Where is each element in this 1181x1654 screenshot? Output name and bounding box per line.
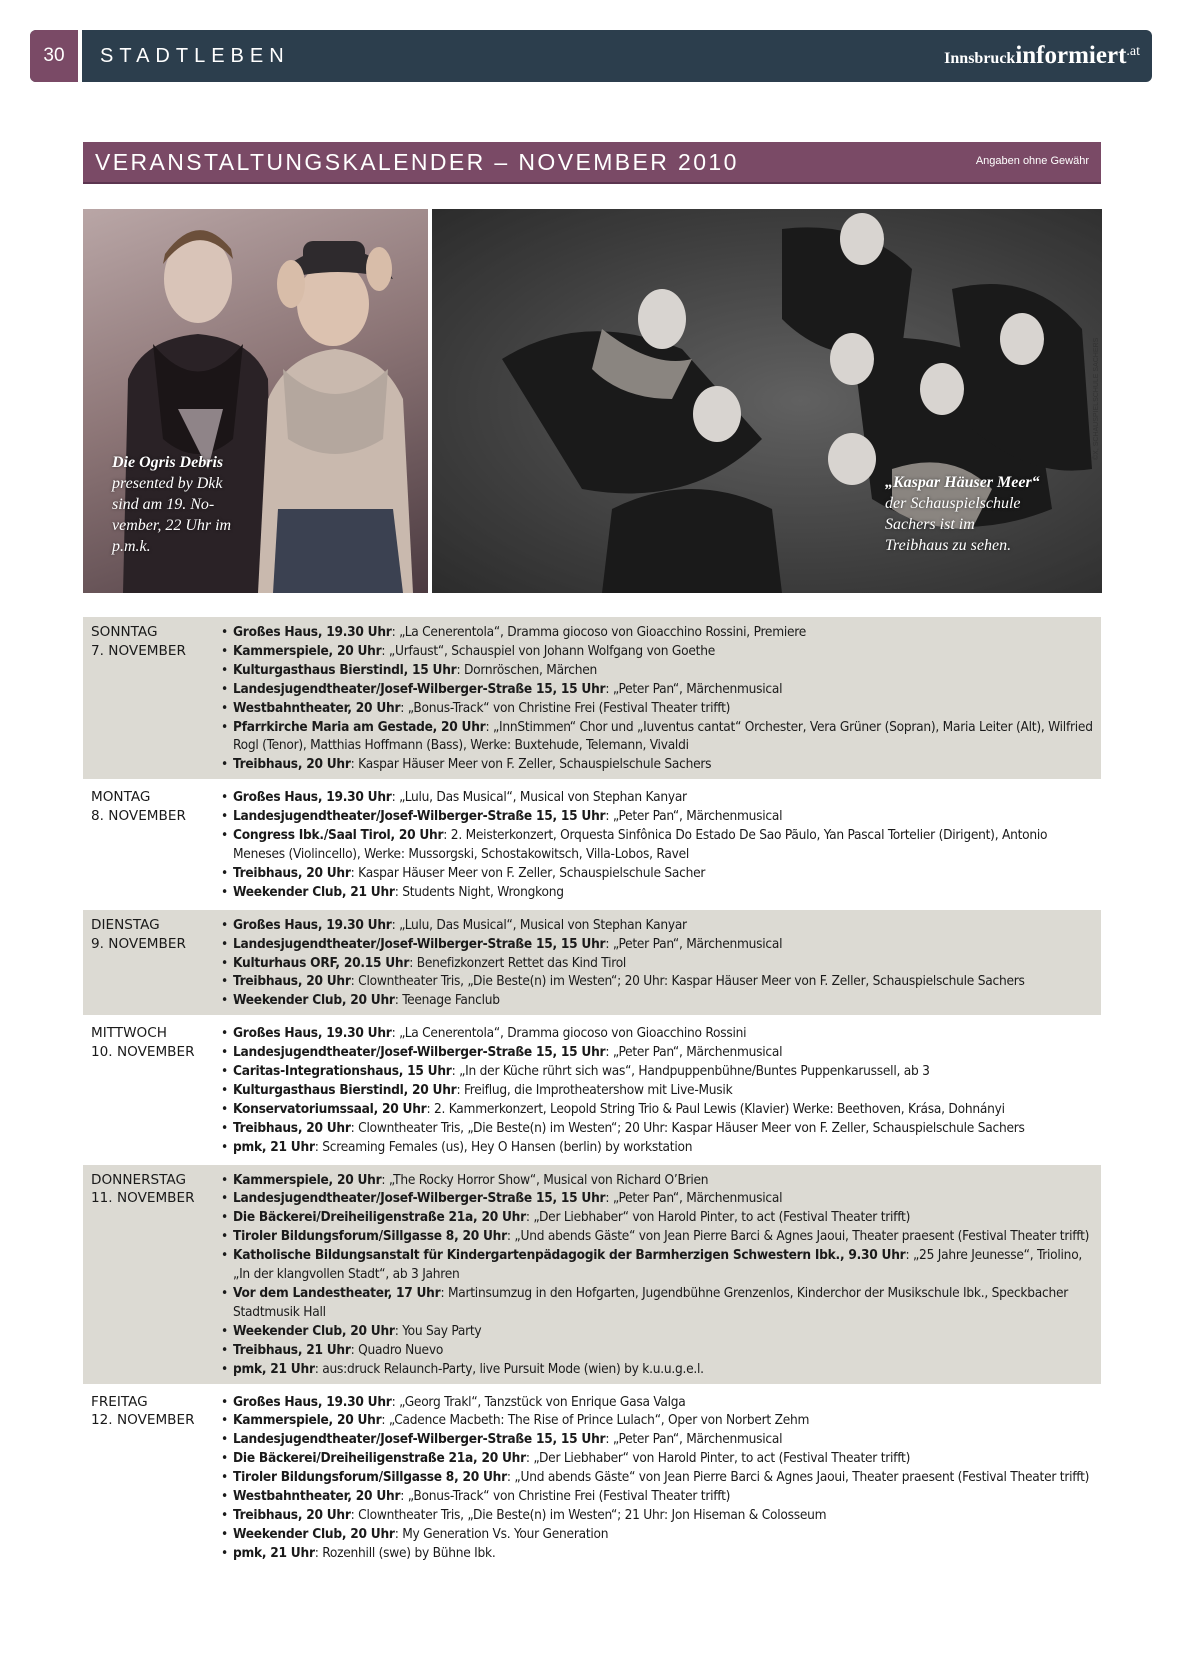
caption-right-line-3: Sachers ist im	[885, 516, 975, 533]
day-label	[83, 916, 219, 1011]
photo-caption-left	[112, 452, 231, 557]
event-description: : „La Cenerentola“, Dramma giocoso von Gioacchino Rossini	[391, 1025, 747, 1042]
event-venue: Die Bäckerei/Dreiheiligenstraße 21a, 20 Uhr	[233, 1450, 526, 1467]
caption-left-line-1: Die Ogris Debris	[112, 454, 224, 471]
brand-part-tld: .at	[1126, 44, 1140, 59]
event-venue: Kammerspiele, 20 Uhr	[233, 1171, 382, 1188]
section-title: STADTLEBEN	[100, 45, 290, 67]
event-venue: Großes Haus, 19.30 Uhr	[233, 624, 392, 640]
event-item	[219, 1506, 1101, 1525]
event-venue: Caritas-Integrationshaus, 15 Uhr	[233, 1063, 452, 1080]
event-venue: Die Bäckerei/Dreiheiligenstraße 21a, 20 Uhr	[233, 1209, 526, 1226]
event-list	[219, 1171, 1101, 1379]
event-item	[219, 1189, 1101, 1208]
day-row-freitag	[83, 1387, 1101, 1571]
brand-logo	[944, 30, 1140, 82]
event-description: : „Cadence Macbeth: The Rise of Prince Lulach“, Oper von Norbert Zehm	[381, 1412, 810, 1429]
event-venue: Pfarrkirche Maria am Gestade, 20 Uhr	[233, 718, 486, 735]
day-row-dienstag	[83, 910, 1101, 1019]
event-item	[219, 755, 1101, 774]
calendar-title-bar	[83, 142, 1101, 184]
event-item	[219, 1360, 1101, 1379]
event-description: : Rozenhill (swe) by Bühne Ibk.	[314, 1544, 496, 1561]
event-venue: Congress Ibk./Saal Tirol, 20 Uhr	[233, 827, 444, 844]
event-venue: Treibhaus, 20 Uhr	[233, 756, 351, 773]
weekday: MITTWOCH	[91, 1025, 167, 1042]
event-item	[219, 883, 1101, 902]
event-description: : „Bonus-Track“ von Christine Frei (Festival Theater trifft)	[400, 699, 731, 716]
weekday: SONNTAG	[91, 624, 158, 640]
event-item	[219, 1284, 1101, 1322]
event-item	[219, 788, 1101, 807]
event-item	[219, 1246, 1101, 1284]
page-number: 30	[30, 30, 78, 82]
brand-part-city: Innsbruck	[944, 50, 1016, 67]
event-venue: Weekender Club, 20 Uhr	[233, 992, 395, 1009]
date: 7. NOVEMBER	[91, 642, 186, 659]
event-venue: Weekender Club, 20 Uhr	[233, 1525, 395, 1542]
event-description: : „In der Küche rührt sich was“, Handpuppenbühne/Buntes Puppenkarussell, ab 3	[451, 1063, 930, 1080]
event-description: : „25 Jahre Jeunesse“, Triolino, „In der klangvollen Stadt“, ab 3 Jahren	[233, 1247, 1083, 1283]
event-venue: Kulturhaus ORF, 20.15 Uhr	[233, 954, 410, 971]
event-item	[219, 1468, 1101, 1487]
event-venue: Großes Haus, 19.30 Uhr	[233, 789, 392, 806]
event-description: : 2. Kammerkonzert, Leopold String Trio & Paul Lewis (Klavier) Werke: Beethoven, Krása, Dohnányi	[426, 1100, 1005, 1117]
caption-left-line-2: presented by Dkk	[112, 475, 223, 492]
event-item	[219, 1341, 1101, 1360]
disclaimer-note: Angaben ohne Gewähr	[975, 155, 1089, 167]
event-description: : Freiflug, die Improtheatershow mit Live-Musik	[456, 1081, 733, 1098]
event-description: : Teenage Fanclub	[394, 992, 500, 1009]
event-venue: Weekender Club, 21 Uhr	[233, 883, 395, 900]
event-description: : Kaspar Häuser Meer von F. Zeller, Schauspielschule Sachers	[350, 756, 712, 773]
event-venue: Landesjugendtheater/Josef-Wilberger-Straße 15, 15 Uhr	[233, 808, 606, 825]
event-item	[219, 661, 1101, 680]
event-venue: Tiroler Bildungsforum/Sillgasse 8, 20 Uhr	[233, 1469, 507, 1486]
event-venue: pmk, 21 Uhr	[233, 1138, 315, 1155]
event-item	[219, 1024, 1101, 1043]
event-venue: Westbahntheater, 20 Uhr	[233, 1488, 401, 1505]
event-venue: Landesjugendtheater/Josef-Wilberger-Straße 15, 15 Uhr	[233, 1044, 606, 1061]
photo-caption-right	[885, 472, 1040, 556]
date: 8. NOVEMBER	[91, 808, 186, 825]
photo-ogris-debris	[83, 209, 428, 593]
event-list	[219, 623, 1101, 774]
event-description: : „InnStimmen“ Chor und „Iuventus cantat“ Orchester, Vera Grüner (Sopran), Maria Leiter (Alt), Wilfried Rogl (Tenor), Matthias Hoffmann (Bass), Werke: Buxtehude, Telemann, Vivaldi	[233, 718, 1093, 754]
event-list	[219, 788, 1101, 901]
event-venue: Treibhaus, 20 Uhr	[233, 973, 351, 990]
event-description: : Clowntheater Tris, „Die Beste(n) im Westen“; 20 Uhr: Kaspar Häuser Meer von F. Zeller, Schauspielschule Sachers	[350, 1119, 1025, 1136]
event-venue: Vor dem Landestheater, 17 Uhr	[233, 1285, 441, 1301]
event-item	[219, 972, 1101, 991]
event-item	[219, 1411, 1101, 1430]
event-description: : „La Cenerentola“, Dramma giocoso von Gioacchino Rossini, Premiere	[391, 624, 807, 640]
event-item	[219, 1227, 1101, 1246]
event-description: : Clowntheater Tris, „Die Beste(n) im Westen“; 21 Uhr: Jon Hiseman & Colosseum	[350, 1506, 827, 1523]
page-header	[30, 30, 1152, 82]
event-venue: pmk, 21 Uhr	[233, 1360, 315, 1377]
event-description: : Students Night, Wrongkong	[394, 883, 564, 900]
event-item	[219, 954, 1101, 973]
event-item	[219, 935, 1101, 954]
photo-credit: ©X, SCHAUSPIELSCHULE SACHERS	[1093, 337, 1100, 460]
day-row-mittwoch	[83, 1018, 1101, 1164]
weekday: FREITAG	[91, 1393, 148, 1410]
event-description: : Screaming Females (us), Hey O Hansen (berlin) by workstation	[314, 1138, 693, 1155]
event-description: : Dornröschen, Märchen	[456, 661, 598, 678]
event-list	[219, 1024, 1101, 1156]
caption-right-line-1: „Kaspar Häuser Meer“	[885, 474, 1040, 491]
caption-left-line-4: vember, 22 Uhr im	[112, 517, 232, 534]
header-divider	[78, 30, 82, 82]
event-venue: Kammerspiele, 20 Uhr	[233, 1412, 382, 1429]
event-description: : „Und abends Gäste“ von Jean Pierre Barci & Agnes Jaoui, Theater praesent (Festival Theater trifft)	[506, 1469, 1090, 1486]
event-description: : Clowntheater Tris, „Die Beste(n) im Westen“; 20 Uhr: Kaspar Häuser Meer von F. Zeller, Schauspielschule Sachers	[350, 973, 1025, 990]
event-item	[219, 1449, 1101, 1468]
event-description: : „Der Liebhaber“ von Harold Pinter, to act (Festival Theater trifft)	[525, 1209, 911, 1226]
event-venue: Großes Haus, 19.30 Uhr	[233, 1025, 392, 1042]
event-item	[219, 1171, 1101, 1190]
event-description: : „Bonus-Track“ von Christine Frei (Festival Theater trifft)	[400, 1488, 731, 1505]
event-description: : „Peter Pan“, Märchenmusical	[605, 680, 783, 697]
event-item	[219, 718, 1101, 756]
date: 12. NOVEMBER	[91, 1412, 195, 1429]
caption-right-line-4: Treibhaus zu sehen.	[885, 537, 1012, 554]
brand-part-informiert: informiert	[1015, 42, 1127, 69]
event-venue: Kammerspiele, 20 Uhr	[233, 642, 382, 659]
weekday: DIENSTAG	[91, 916, 160, 933]
event-item	[219, 1100, 1101, 1119]
event-venue: Tiroler Bildungsforum/Sillgasse 8, 20 Uhr	[233, 1228, 507, 1245]
date: 11. NOVEMBER	[91, 1190, 195, 1207]
event-venue: Landesjugendtheater/Josef-Wilberger-Straße 15, 15 Uhr	[233, 680, 606, 697]
event-venue: Westbahntheater, 20 Uhr	[233, 699, 401, 716]
event-item	[219, 1138, 1101, 1157]
day-label	[83, 1393, 219, 1563]
day-row-montag	[83, 782, 1101, 909]
event-description: : „Peter Pan“, Märchenmusical	[605, 1431, 783, 1448]
day-label	[83, 1024, 219, 1156]
event-description: : Quadro Nuevo	[350, 1341, 444, 1358]
date: 9. NOVEMBER	[91, 935, 186, 952]
event-venue: Großes Haus, 19.30 Uhr	[233, 1393, 392, 1410]
day-label	[83, 788, 219, 901]
event-list	[219, 1393, 1101, 1563]
event-item	[219, 642, 1101, 661]
event-item	[219, 1208, 1101, 1227]
event-item	[219, 1081, 1101, 1100]
event-description: : „Peter Pan“, Märchenmusical	[605, 1190, 783, 1207]
event-item	[219, 826, 1101, 864]
event-item	[219, 699, 1101, 718]
day-label	[83, 1171, 219, 1379]
event-description: : „Peter Pan“, Märchenmusical	[605, 935, 783, 952]
event-item	[219, 1322, 1101, 1341]
event-item	[219, 1062, 1101, 1081]
event-description: : „Lulu, Das Musical“, Musical von Stephan Kanyar	[391, 789, 687, 806]
event-venue: Treibhaus, 20 Uhr	[233, 864, 351, 881]
event-venue: pmk, 21 Uhr	[233, 1544, 315, 1561]
event-calendar	[83, 617, 1101, 1571]
day-label	[83, 623, 219, 774]
event-description: : „Peter Pan“, Märchenmusical	[605, 1044, 783, 1061]
event-venue: Kulturgasthaus Bierstindl, 15 Uhr	[233, 661, 457, 678]
event-item	[219, 807, 1101, 826]
photo-kaspar-haeuser-meer	[432, 209, 1102, 593]
event-description: : You Say Party	[394, 1322, 482, 1339]
event-description: : Kaspar Häuser Meer von F. Zeller, Schauspielschule Sacher	[350, 864, 706, 881]
event-venue: Landesjugendtheater/Josef-Wilberger-Straße 15, 15 Uhr	[233, 1431, 606, 1448]
event-venue: Weekender Club, 20 Uhr	[233, 1322, 395, 1339]
event-item	[219, 864, 1101, 883]
event-description: : „Lulu, Das Musical“, Musical von Stephan Kanyar	[391, 916, 687, 933]
event-description: : „Georg Trakl“, Tanzstück von Enrique Gasa Valga	[391, 1393, 686, 1410]
weekday: MONTAG	[91, 789, 151, 806]
event-description: : „Der Liebhaber“ von Harold Pinter, to act (Festival Theater trifft)	[525, 1450, 911, 1467]
event-description: : „The Rocky Horror Show“, Musical von Richard O’Brien	[381, 1171, 709, 1188]
caption-left-line-3: sind am 19. No-	[112, 496, 215, 513]
event-list	[219, 916, 1101, 1011]
day-row-sonntag	[83, 617, 1101, 782]
event-venue: Treibhaus, 20 Uhr	[233, 1119, 351, 1136]
event-item	[219, 680, 1101, 699]
calendar-title: VERANSTALTUNGSKALENDER – NOVEMBER 2010	[95, 149, 739, 175]
event-venue: Treibhaus, 20 Uhr	[233, 1506, 351, 1523]
event-venue: Großes Haus, 19.30 Uhr	[233, 916, 392, 933]
event-description: : „Und abends Gäste“ von Jean Pierre Barci & Agnes Jaoui, Theater praesent (Festival Theater trifft)	[506, 1228, 1090, 1245]
event-description: : Benefizkonzert Rettet das Kind Tirol	[409, 954, 627, 971]
event-description: : My Generation Vs. Your Generation	[394, 1525, 609, 1542]
event-item	[219, 1487, 1101, 1506]
event-item	[219, 1430, 1101, 1449]
event-item	[219, 1393, 1101, 1412]
date: 10. NOVEMBER	[91, 1044, 195, 1061]
event-description: : 2. Meisterkonzert, Orquesta Sinfônica Do Estado De Sao Pãulo, Yan Pascal Tortelier (Dirigent), Antonio Meneses (Violincello), Werke: Mussorgski, Schostakowitsch, Villa-Lobos, Ravel	[233, 827, 1048, 862]
event-venue: Treibhaus, 21 Uhr	[233, 1341, 351, 1358]
event-venue: Kulturgasthaus Bierstindl, 20 Uhr	[233, 1081, 457, 1098]
caption-left-line-5: p.m.k.	[112, 538, 151, 555]
event-item	[219, 1119, 1101, 1138]
event-venue: Konservatoriumssaal, 20 Uhr	[233, 1100, 427, 1117]
event-item	[219, 916, 1101, 935]
weekday: DONNERSTAG	[91, 1171, 187, 1188]
event-item	[219, 623, 1101, 642]
event-description: : aus:druck Relaunch-Party, live Pursuit Mode (wien) by k.u.u.g.e.l.	[314, 1360, 704, 1377]
event-item	[219, 991, 1101, 1010]
event-venue: Katholische Bildungsanstalt für Kindergartenpädagogik der Barmherzigen Schwestern Ibk., 9.30 Uhr	[233, 1247, 906, 1264]
day-row-donnerstag	[83, 1165, 1101, 1387]
event-venue: Landesjugendtheater/Josef-Wilberger-Straße 15, 15 Uhr	[233, 935, 606, 952]
event-venue: Landesjugendtheater/Josef-Wilberger-Straße 15, 15 Uhr	[233, 1190, 606, 1207]
event-description: : „Urfaust“, Schauspiel von Johann Wolfgang von Goethe	[381, 642, 715, 659]
event-item	[219, 1544, 1101, 1563]
event-item	[219, 1525, 1101, 1544]
event-item	[219, 1043, 1101, 1062]
event-description: : Martinsumzug in den Hofgarten, Jugendbühne Grenzenlos, Kinderchor der Musikschule Ibk., Speckbacher Stadtmusik Hall	[233, 1285, 1069, 1320]
caption-right-line-2: der Schauspielschule	[885, 495, 1021, 512]
event-description: : „Peter Pan“, Märchenmusical	[605, 808, 783, 825]
